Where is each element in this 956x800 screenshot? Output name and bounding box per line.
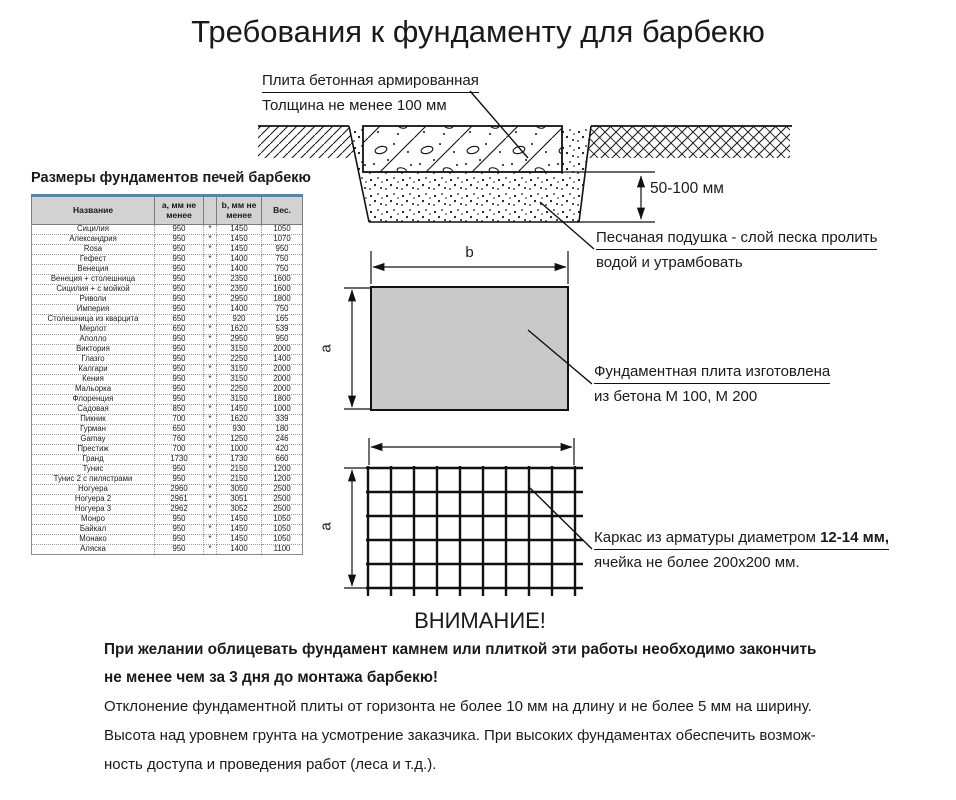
- table-cell-a: 2962: [155, 505, 204, 515]
- table-cell-b: 1000: [217, 445, 262, 455]
- table-cell-name: Ногуера 3: [32, 505, 155, 515]
- table-cell-b: 1450: [217, 515, 262, 525]
- table-cell-star: *: [204, 335, 217, 345]
- table-row: [32, 335, 303, 345]
- table-cell-b: 1450: [217, 525, 262, 535]
- plan-view-diagram: [344, 251, 592, 410]
- table-cell-name: Гурман: [32, 425, 155, 435]
- table-cell-star: *: [204, 305, 217, 315]
- table-cell-name: Венеция + столешница: [32, 275, 155, 285]
- sand-cushion-label: [596, 228, 877, 272]
- mesh-label-line1-regular: Каркас из арматуры диаметром: [594, 529, 821, 546]
- table-cell-a: 950: [155, 475, 204, 485]
- table-cell-weight: 420: [262, 445, 303, 455]
- table-cell-name: Тунис 2 с пилястрами: [32, 475, 155, 485]
- column-header-weight: Вес.: [262, 196, 303, 225]
- table-row: [32, 485, 303, 495]
- concrete-slab: [363, 126, 562, 172]
- table-row: [32, 405, 303, 415]
- table-cell-weight: 2500: [262, 495, 303, 505]
- leader-plate-label: [528, 330, 592, 384]
- table-cell-name: Ногуера 2: [32, 495, 155, 505]
- table-row: [32, 475, 303, 485]
- dimension-a-mesh: [344, 468, 366, 588]
- column-header-name: Название: [32, 196, 155, 225]
- table-cell-b: 1620: [217, 415, 262, 425]
- column-header-a: a, мм не менее: [155, 196, 204, 225]
- table-cell-name: Мерлот: [32, 325, 155, 335]
- table-cell-star: *: [204, 525, 217, 535]
- table-row: [32, 385, 303, 395]
- table-cell-name: Gamay: [32, 435, 155, 445]
- table-row: [32, 295, 303, 305]
- slab-label-line2: Толщина не менее 100 мм: [262, 97, 447, 114]
- table-row: [32, 545, 303, 555]
- table-row: [32, 255, 303, 265]
- table-cell-weight: 1200: [262, 475, 303, 485]
- table-cell-star: *: [204, 365, 217, 375]
- table-cell-name: Калгари: [32, 365, 155, 375]
- table-cell-b: 1450: [217, 245, 262, 255]
- table-cell-name: Пикник: [32, 415, 155, 425]
- table-cell-b: 1400: [217, 255, 262, 265]
- table-cell-star: *: [204, 395, 217, 405]
- table-cell-star: *: [204, 495, 217, 505]
- table-cell-name: Аполло: [32, 335, 155, 345]
- table-cell-weight: 1600: [262, 285, 303, 295]
- ground-hatch-right: [586, 126, 790, 158]
- table-cell-weight: 246: [262, 435, 303, 445]
- table-cell-star: *: [204, 535, 217, 545]
- table-cell-a: 650: [155, 315, 204, 325]
- table-cell-star: *: [204, 325, 217, 335]
- table-cell-star: *: [204, 265, 217, 275]
- table-cell-b: 2150: [217, 465, 262, 475]
- table-cell-name: Байкал: [32, 525, 155, 535]
- note-height-line1: Высота над уровнем грунта на усмотрение заказчика. При высоких фундаментах обеспечить возмож-: [104, 727, 816, 744]
- table-cell-b: 1450: [217, 405, 262, 415]
- table-row: [32, 535, 303, 545]
- table-cell-b: 2950: [217, 295, 262, 305]
- table-cell-a: 950: [155, 525, 204, 535]
- table-cell-weight: 1050: [262, 515, 303, 525]
- table-cell-b: 1450: [217, 535, 262, 545]
- table-cell-name: Садовая: [32, 405, 155, 415]
- table-cell-star: *: [204, 455, 217, 465]
- table-row: [32, 225, 303, 235]
- table-cell-weight: 180: [262, 425, 303, 435]
- table-row: [32, 235, 303, 245]
- table-cell-name: Гефест: [32, 255, 155, 265]
- table-cell-star: *: [204, 405, 217, 415]
- note-height-line2: ность доступа и проведения работ (леса и т.д.).: [104, 756, 437, 773]
- table-cell-b: 1730: [217, 455, 262, 465]
- table-cell-a: 950: [155, 375, 204, 385]
- table-cell-weight: 1050: [262, 535, 303, 545]
- table-row: [32, 355, 303, 365]
- table-cell-a: 950: [155, 535, 204, 545]
- column-header-b: b, мм не менее: [217, 196, 262, 225]
- mesh-label-line1: [594, 528, 889, 550]
- table-cell-a: 950: [155, 275, 204, 285]
- table-cell-weight: 2000: [262, 375, 303, 385]
- table-cell-b: 1400: [217, 305, 262, 315]
- table-cell-star: *: [204, 505, 217, 515]
- table-cell-a: 850: [155, 405, 204, 415]
- table-cell-star: *: [204, 485, 217, 495]
- table-cell-star: *: [204, 425, 217, 435]
- table-cell-a: 950: [155, 265, 204, 275]
- table-cell-b: 2150: [217, 475, 262, 485]
- table-cell-b: 930: [217, 425, 262, 435]
- table-row: [32, 365, 303, 375]
- table-cell-weight: 950: [262, 245, 303, 255]
- table-cell-b: 3150: [217, 395, 262, 405]
- table-cell-a: 950: [155, 335, 204, 345]
- sand-cushion: [349, 126, 591, 222]
- table-cell-star: *: [204, 475, 217, 485]
- table-row: [32, 275, 303, 285]
- table-cell-star: *: [204, 465, 217, 475]
- table-cell-b: 2350: [217, 275, 262, 285]
- table-row: [32, 505, 303, 515]
- table-cell-a: 2961: [155, 495, 204, 505]
- table-cell-name: Сицилия: [32, 225, 155, 235]
- table-row: [32, 265, 303, 275]
- table-cell-weight: 1070: [262, 235, 303, 245]
- table-cell-weight: 1800: [262, 295, 303, 305]
- table-cell-star: *: [204, 225, 217, 235]
- table-cell-name: Гранд: [32, 455, 155, 465]
- table-cell-a: 950: [155, 545, 204, 555]
- table-cell-star: *: [204, 435, 217, 445]
- table-cell-name: Ногуера: [32, 485, 155, 495]
- table-cell-a: 650: [155, 325, 204, 335]
- table-cell-star: *: [204, 315, 217, 325]
- mesh-label: [594, 528, 889, 572]
- table-cell-name: Риволи: [32, 295, 155, 305]
- table-cell-b: 2950: [217, 335, 262, 345]
- column-header-star: [204, 196, 217, 225]
- note-horizontal-tolerance: Отклонение фундаментной плиты от горизонта не более 10 мм на длину и не более 5 мм на ширину.: [104, 698, 812, 715]
- leader-mesh-label: [530, 488, 592, 549]
- table-cell-a: 950: [155, 385, 204, 395]
- table-cell-a: 950: [155, 465, 204, 475]
- table-row: [32, 435, 303, 445]
- dimension-a-label-mesh: a: [317, 522, 335, 531]
- plate-label: [594, 362, 830, 406]
- table-cell-a: 950: [155, 295, 204, 305]
- table-cell-a: 700: [155, 415, 204, 425]
- table-cell-b: 3050: [217, 485, 262, 495]
- table-cell-a: 950: [155, 235, 204, 245]
- sand-label-line2: водой и утрамбовать: [596, 254, 743, 271]
- table-cell-b: 2350: [217, 285, 262, 295]
- table-cell-name: Монро: [32, 515, 155, 525]
- foundation-table-body: [32, 225, 303, 555]
- table-row: [32, 325, 303, 335]
- table-cell-name: Александрия: [32, 235, 155, 245]
- table-cell-name: Rosa: [32, 245, 155, 255]
- table-cell-b: 3150: [217, 365, 262, 375]
- pit-wall-right: [579, 126, 591, 222]
- table-cell-star: *: [204, 345, 217, 355]
- table-cell-name: Престиж: [32, 445, 155, 455]
- table-cell-name: Сицилия + с мойкой: [32, 285, 155, 295]
- table-cell-weight: 2000: [262, 345, 303, 355]
- table-cell-star: *: [204, 355, 217, 365]
- table-cell-a: 950: [155, 305, 204, 315]
- slab-label-line1: Плита бетонная армированная: [262, 71, 479, 93]
- pit-wall-left: [349, 126, 369, 222]
- table-cell-b: 2250: [217, 385, 262, 395]
- table-cell-weight: 539: [262, 325, 303, 335]
- table-cell-b: 3150: [217, 345, 262, 355]
- leader-sand-label: [540, 202, 594, 249]
- table-cell-weight: 165: [262, 315, 303, 325]
- table-cell-name: Империя: [32, 305, 155, 315]
- table-cell-b: 1450: [217, 235, 262, 245]
- table-cell-weight: 1050: [262, 525, 303, 535]
- table-cell-star: *: [204, 245, 217, 255]
- table-cell-a: 950: [155, 255, 204, 265]
- table-header-row: [32, 196, 303, 225]
- table-cell-star: *: [204, 255, 217, 265]
- plate-label-line2: из бетона М 100, М 200: [594, 388, 758, 405]
- mesh-label-line1-bold: 12-14 мм,: [820, 529, 889, 546]
- table-cell-weight: 1600: [262, 275, 303, 285]
- table-cell-weight: 750: [262, 255, 303, 265]
- table-cell-star: *: [204, 295, 217, 305]
- table-cell-a: 950: [155, 345, 204, 355]
- table-cell-name: Столешница из кварцита: [32, 315, 155, 325]
- table-row: [32, 445, 303, 455]
- table-cell-b: 1620: [217, 325, 262, 335]
- table-cell-weight: 1100: [262, 545, 303, 555]
- mesh-diagram: [344, 438, 592, 596]
- table-cell-name: Виктория: [32, 345, 155, 355]
- table-cell-weight: 2500: [262, 505, 303, 515]
- table-cell-a: 760: [155, 435, 204, 445]
- table-cell-a: 950: [155, 245, 204, 255]
- table-cell-weight: 1400: [262, 355, 303, 365]
- table-cell-b: 3150: [217, 375, 262, 385]
- table-cell-weight: 1800: [262, 395, 303, 405]
- table-cell-weight: 660: [262, 455, 303, 465]
- table-cell-star: *: [204, 275, 217, 285]
- table-cell-name: Тунис: [32, 465, 155, 475]
- table-cell-star: *: [204, 375, 217, 385]
- foundation-size-table: [31, 194, 303, 555]
- table-cell-star: *: [204, 415, 217, 425]
- dimension-b-label: b: [465, 244, 474, 261]
- sand-depth-dimension-label: 50-100 мм: [650, 180, 724, 197]
- table-cell-weight: 750: [262, 305, 303, 315]
- table-cell-a: 2960: [155, 485, 204, 495]
- table-cell-a: 950: [155, 285, 204, 295]
- table-cell-name: Мальорка: [32, 385, 155, 395]
- table-row: [32, 375, 303, 385]
- sand-label-line1: Песчаная подушка - слой песка пролить: [596, 228, 877, 250]
- table-cell-a: 1730: [155, 455, 204, 465]
- mesh-label-line2: ячейка не более 200х200 мм.: [594, 554, 800, 571]
- table-cell-a: 950: [155, 515, 204, 525]
- table-cell-weight: 750: [262, 265, 303, 275]
- table-cell-b: 1400: [217, 545, 262, 555]
- dimension-sand-depth: [562, 172, 655, 222]
- table-cell-weight: 1000: [262, 405, 303, 415]
- table-cell-b: 3051: [217, 495, 262, 505]
- table-cell-b: 3052: [217, 505, 262, 515]
- table-cell-name: Глазго: [32, 355, 155, 365]
- table-cell-a: 950: [155, 355, 204, 365]
- table-row: [32, 495, 303, 505]
- table-cell-a: 700: [155, 445, 204, 455]
- table-row: [32, 525, 303, 535]
- table-cell-star: *: [204, 445, 217, 455]
- slab-label: [262, 71, 479, 115]
- warning-heading: ВНИМАНИЕ!: [414, 608, 546, 633]
- table-row: [32, 465, 303, 475]
- table-cell-b: 2250: [217, 355, 262, 365]
- table-cell-weight: 2500: [262, 485, 303, 495]
- table-cell-star: *: [204, 545, 217, 555]
- table-row: [32, 245, 303, 255]
- table-cell-b: 920: [217, 315, 262, 325]
- table-cell-name: Венеция: [32, 265, 155, 275]
- table-row: [32, 455, 303, 465]
- table-cell-b: 1400: [217, 265, 262, 275]
- table-cell-name: Флоренция: [32, 395, 155, 405]
- table-row: [32, 305, 303, 315]
- dimension-a-plan: [344, 288, 371, 409]
- warning-bold-line1: При желании облицевать фундамент камнем или плиткой эти работы необходимо закончить: [104, 641, 817, 658]
- table-heading: Размеры фундаментов печей барбекю: [31, 170, 311, 186]
- rebar-grid: [366, 466, 583, 596]
- table-row: [32, 415, 303, 425]
- table-row: [32, 285, 303, 295]
- table-cell-a: 950: [155, 395, 204, 405]
- page-title: Требования к фундаменту для барбекю: [191, 14, 765, 49]
- table-cell-weight: 1200: [262, 465, 303, 475]
- table-row: [32, 425, 303, 435]
- table-row: [32, 345, 303, 355]
- table-row: [32, 395, 303, 405]
- dimension-mesh-width: [369, 438, 574, 465]
- table-cell-star: *: [204, 285, 217, 295]
- table-cell-star: *: [204, 385, 217, 395]
- table-cell-name: Монако: [32, 535, 155, 545]
- table-cell-a: 650: [155, 425, 204, 435]
- table-cell-weight: 2000: [262, 385, 303, 395]
- table-cell-star: *: [204, 235, 217, 245]
- table-cell-name: Кения: [32, 375, 155, 385]
- table-cell-b: 1450: [217, 225, 262, 235]
- table-cell-a: 950: [155, 225, 204, 235]
- foundation-plate: [371, 287, 568, 410]
- table-cell-weight: 1050: [262, 225, 303, 235]
- ground-hatch-left: [258, 126, 356, 158]
- table-cell-weight: 339: [262, 415, 303, 425]
- table-cell-star: *: [204, 515, 217, 525]
- plate-label-line1: Фундаментная плита изготовлена: [594, 362, 830, 384]
- dimension-a-label-plan: a: [317, 344, 335, 353]
- table-cell-b: 1250: [217, 435, 262, 445]
- table-row: [32, 515, 303, 525]
- table-row: [32, 315, 303, 325]
- table-cell-a: 950: [155, 365, 204, 375]
- table-cell-weight: 950: [262, 335, 303, 345]
- warning-bold-line2: не менее чем за 3 дня до монтажа барбекю!: [104, 669, 438, 686]
- table-cell-name: Аляска: [32, 545, 155, 555]
- table-cell-weight: 2000: [262, 365, 303, 375]
